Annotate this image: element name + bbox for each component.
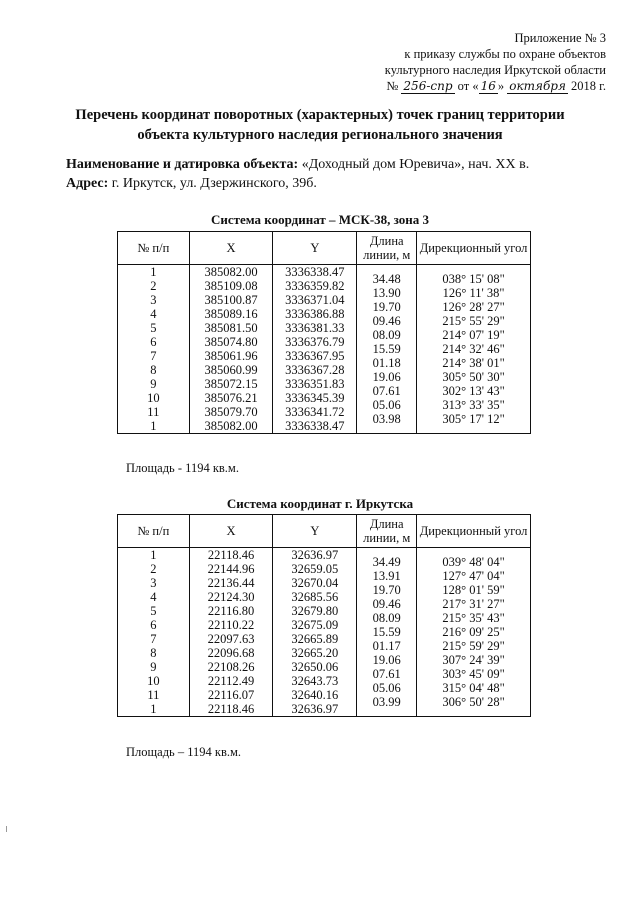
nums-cell: 5 [150,321,157,335]
title-line-2: объекта культурного наследия регионального значения [137,127,503,143]
nums-cell: 9 [150,660,157,674]
title-line-1: Перечень координат поворотных (характерных) точек границ территории [75,107,565,123]
x-cell: 385072.15 [204,377,258,391]
y-cell: 3336338.47 [285,419,345,433]
order-day-handwritten: 16 [480,79,496,93]
lengths-cell: 13.91 [372,569,401,583]
lengths-cell: 01.18 [372,356,401,370]
lengths-cell: 34.49 [372,555,401,569]
nums-cell: 8 [150,646,157,660]
y-cell: 32665.20 [291,646,339,660]
col-header-angle: Дирекционный угол [417,515,531,548]
x-cell: 22108.26 [207,660,255,674]
nums-cell: 3 [150,576,157,590]
length-column [357,548,417,717]
x-cell: 22124.30 [207,590,255,604]
y-cell: 32640.16 [291,688,339,702]
col-header-x: X [189,515,273,548]
angles-cell: 214° 38' 01" [442,356,505,370]
angle-column [417,548,531,717]
order-year: 2018 г. [571,79,606,93]
col-header-y: Y [273,232,357,265]
order-no-prefix: № [386,79,399,93]
x-cell: 385082.00 [204,419,258,433]
angles-cell: 217° 31' 27" [442,597,505,611]
appendix-order-ref: к приказу службы по охране объектов [404,47,606,61]
y-cell: 32685.56 [291,590,339,604]
nums-cell: 10 [147,674,160,688]
angles-cell: 126° 11' 38" [442,286,505,300]
x-cell: 385074.80 [204,335,258,349]
angles-cell: 302° 13' 43" [442,384,505,398]
y-cell: 3336376.79 [285,335,345,349]
y-cell: 32650.06 [291,660,339,674]
x-cell: 385079.70 [204,405,258,419]
appendix-service-name: культурного наследия Иркутской области [384,63,606,77]
y-cell: 32636.97 [291,548,339,562]
lengths-cell: 07.61 [372,384,401,398]
x-column [189,265,273,434]
nums-cell: 1 [150,265,157,279]
nums-cell: 8 [150,363,157,377]
x-cell: 22116.07 [207,688,255,702]
y-cell: 3336386.88 [285,307,345,321]
col-header-num: № п/п [118,515,190,548]
angles-cell: 315° 04' 48" [442,681,505,695]
order-month-handwritten: октября [509,79,566,93]
y-cell: 3336381.33 [285,321,345,335]
angles-cell: 307° 24' 39" [442,653,505,667]
nums-cell: 11 [147,405,160,419]
lengths-cell: 08.09 [372,611,401,625]
x-cell: 385061.96 [204,349,258,363]
appendix-header [306,30,606,94]
table-header-row [118,232,531,265]
y-cell: 32665.89 [291,632,339,646]
appendix-number: Приложение № 3 [514,31,606,45]
x-cell: 385060.99 [204,363,258,377]
x-cell: 22097.63 [207,632,255,646]
lengths-cell: 07.61 [372,667,401,681]
x-cell: 22144.96 [207,562,255,576]
num-column [118,265,190,434]
y-cell: 32659.05 [291,562,339,576]
nums-cell: 5 [150,604,157,618]
x-cell: 22136.44 [207,576,255,590]
object-name-value: «Доходный дом Юревича», нач. XX в. [301,157,530,172]
y-cell: 3336351.83 [285,377,345,391]
lengths-cell: 19.06 [372,370,401,384]
nums-cell: 1 [150,702,157,716]
nums-cell: 6 [150,618,157,632]
angles-cell: 215° 55' 29" [442,314,505,328]
y-column [273,548,357,717]
y-cell: 32675.09 [291,618,339,632]
y-cell: 3336359.82 [285,279,345,293]
nums-cell: 3 [150,293,157,307]
nums-cell: 7 [150,632,157,646]
angles-cell: 303° 45' 09" [442,667,505,681]
col-header-length: Длина линии, м [357,232,417,265]
nums-cell: 1 [150,548,157,562]
x-cell: 385082.00 [204,265,258,279]
angles-cell: 305° 17' 12" [442,412,505,426]
y-cell: 3336345.39 [285,391,345,405]
col-header-angle: Дирекционный угол [417,232,531,265]
col-header-x: X [189,232,273,265]
col-header-num: № п/п [118,232,190,265]
angles-cell: 039° 48' 04" [442,555,505,569]
nums-cell: 4 [150,307,157,321]
lengths-cell: 01.17 [372,639,401,653]
x-cell: 22112.49 [207,674,255,688]
nums-cell: 2 [150,279,157,293]
lengths-cell: 13.90 [372,286,401,300]
x-cell: 22118.46 [207,702,255,716]
nums-cell: 4 [150,590,157,604]
angles-cell: 313° 33' 35" [442,398,505,412]
area-irkutsk: Площадь – 1194 кв.м. [126,745,242,759]
object-name-row [66,155,606,174]
scan-edge-mark [6,826,7,832]
lengths-cell: 03.99 [372,695,401,709]
lengths-cell: 05.06 [372,681,401,695]
y-cell: 32636.97 [291,702,339,716]
object-name-label: Наименование и датировка объекта: [66,157,299,172]
col-header-length: Длина линии, м [357,515,417,548]
y-cell: 32670.04 [291,576,339,590]
nums-cell: 1 [150,419,157,433]
lengths-cell: 19.06 [372,653,401,667]
object-address-label: Адрес: [66,176,109,191]
x-cell: 385109.08 [204,279,258,293]
document-title [40,105,600,145]
lengths-cell: 19.70 [372,583,401,597]
lengths-cell: 09.46 [372,597,401,611]
lengths-cell: 08.09 [372,328,401,342]
y-cell: 3336338.47 [285,265,345,279]
x-cell: 22118.46 [207,548,255,562]
y-cell: 3336371.04 [285,293,345,307]
x-cell: 22116.80 [207,604,255,618]
nums-cell: 10 [147,391,160,405]
table-body-row [118,548,531,717]
angles-cell: 128° 01' 59" [442,583,505,597]
length-column [357,265,417,434]
lengths-cell: 09.46 [372,314,401,328]
angles-cell: 306° 50' 28" [442,695,505,709]
x-cell: 385076.21 [204,391,258,405]
area-msk38: Площадь - 1194 кв.м. [126,461,239,475]
x-column [189,548,273,717]
nums-cell: 9 [150,377,157,391]
object-address-value: г. Иркутск, ул. Дзержинского, 39б. [111,176,317,191]
table-header-row [118,515,531,548]
x-cell: 385081.50 [204,321,258,335]
object-info [66,155,606,193]
angles-cell: 126° 28' 27" [442,300,505,314]
order-number-handwritten: 256-спр [403,79,453,93]
angles-cell: 215° 35' 43" [442,611,505,625]
lengths-cell: 15.59 [372,625,401,639]
x-cell: 22110.22 [207,618,255,632]
angles-cell: 305° 50' 30" [442,370,505,384]
y-cell: 32643.73 [291,674,339,688]
y-cell: 32679.80 [291,604,339,618]
angles-cell: 038° 15' 08" [442,272,505,286]
order-from: от « [457,79,479,93]
lengths-cell: 19.70 [372,300,401,314]
col-header-y: Y [273,515,357,548]
coord-system-title-irkutsk: Система координат г. Иркутска [226,496,414,511]
x-cell: 385089.16 [204,307,258,321]
y-cell: 3336367.95 [285,349,345,363]
angle-column [417,265,531,434]
coords-table-irkutsk [117,514,531,717]
nums-cell: 7 [150,349,157,363]
lengths-cell: 05.06 [372,398,401,412]
coords-table-msk38 [117,231,531,434]
angles-cell: 215° 59' 29" [442,639,505,653]
angles-cell: 214° 07' 19" [442,328,505,342]
nums-cell: 6 [150,335,157,349]
nums-cell: 2 [150,562,157,576]
angles-cell: 216° 09' 25" [442,625,505,639]
order-day-close: » [497,79,505,93]
y-cell: 3336341.72 [285,405,345,419]
table-body-row [118,265,531,434]
x-cell: 385100.87 [204,293,258,307]
lengths-cell: 34.48 [372,272,401,286]
angles-cell: 127° 47' 04" [442,569,505,583]
y-column [273,265,357,434]
x-cell: 22096.68 [207,646,255,660]
y-cell: 3336367.28 [285,363,345,377]
nums-cell: 11 [147,688,160,702]
coord-system-title-msk38: Система координат – МСК-38, зона 3 [210,212,430,227]
lengths-cell: 03.98 [372,412,401,426]
order-number-line [306,78,606,94]
angles-cell: 214° 32' 46" [442,342,505,356]
num-column [118,548,190,717]
lengths-cell: 15.59 [372,342,401,356]
object-address-row [66,174,606,193]
